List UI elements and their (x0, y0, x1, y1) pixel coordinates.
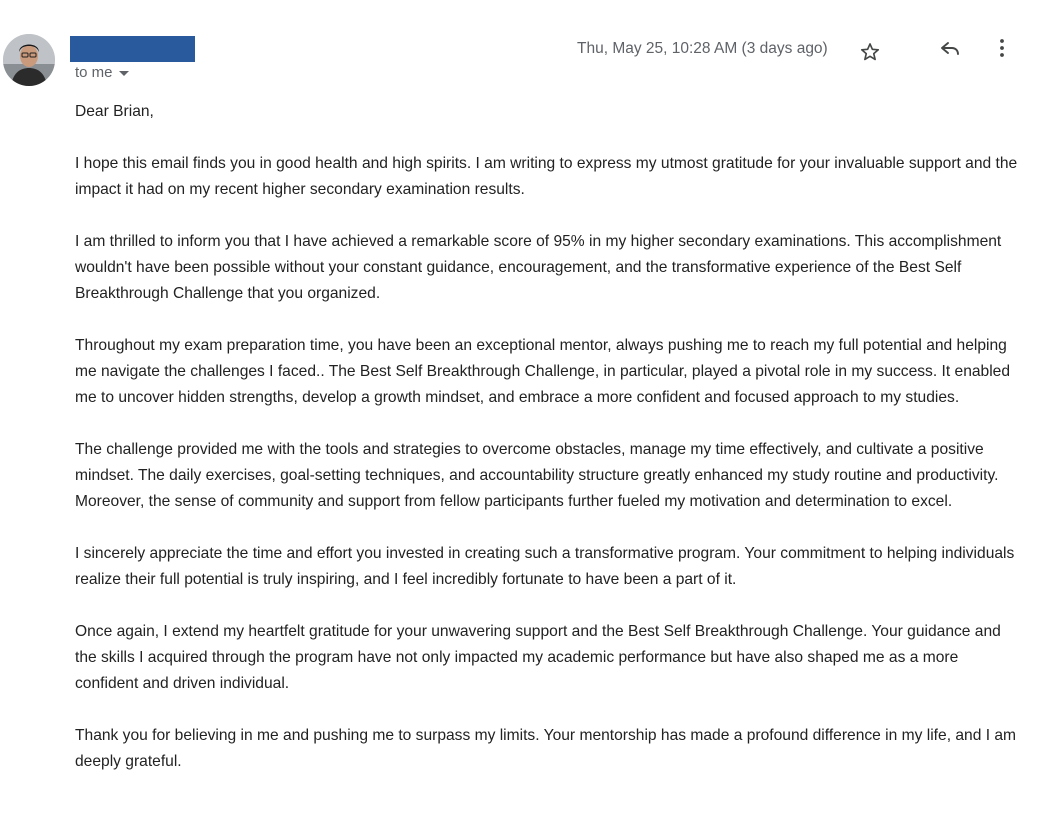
reply-button[interactable] (938, 37, 962, 61)
email-paragraph: Thank you for believing in me and pushing me to surpass my limits. Your mentorship has made a profound difference in my life, and I am deeply grateful. (75, 727, 1017, 770)
email-paragraph: The challenge provided me with the tools and strategies to overcome obstacles, manage my time effectively, and cultivate a positive mindset. The daily exercises, goal-setting techniques, and accountability structure greatly enhanced my study routine and productivity. Moreover, the sense of community and support from fellow participants further fueled my motivation and determination to excel. (75, 441, 999, 510)
email-paragraph: I sincerely appreciate the time and effort you invested in creating such a transformative program. Your commitment to helping individuals realize their full potential is truly inspiring, and I feel incredibly fortunate to have been a part of it. (75, 545, 1015, 588)
more-options-button[interactable] (990, 36, 1014, 60)
star-button[interactable] (858, 40, 882, 64)
sender-avatar[interactable] (3, 34, 55, 86)
recipient-label: to me (75, 64, 113, 81)
email-body (75, 99, 1025, 801)
email-paragraph: Once again, I extend my heartfelt gratitude for your unwavering support and the Best Self Breakthrough Challenge. Your guidance and the skills I acquired through the program have not only impacted my academic performance but have also shaped me as a more confident and driven individual. (75, 623, 1001, 692)
email-paragraph: Throughout my exam preparation time, you have been an exceptional mentor, always pushing me to reach my full potential and helping me navigate the challenges I faced.. The Best Self Breakthrough Challenge, in particular, played a pivotal role in my success. It enabled me to uncover hidden strengths, develop a growth mindset, and embrace a more confident and focused approach to my studies. (75, 337, 1011, 406)
avatar-photo (3, 34, 55, 86)
star-icon (859, 41, 881, 63)
sender-name-redacted[interactable] (70, 36, 195, 62)
email-paragraph: I am thrilled to inform you that I have achieved a remarkable score of 95% in my higher secondary examinations. This accomplishment wouldn't have been possible without your constant guidance, encouragement, and the transformative experience of the Best Self Breakthrough Challenge that you organized. (75, 233, 1002, 302)
more-vertical-icon (990, 36, 1014, 60)
email-greeting: Dear Brian, (75, 103, 154, 120)
chevron-down-icon (119, 71, 129, 76)
email-timestamp: Thu, May 25, 10:28 AM (3 days ago) (577, 40, 828, 57)
recipient-details-toggle[interactable] (75, 64, 129, 81)
reply-icon (938, 37, 962, 61)
email-paragraph: I hope this email finds you in good health and high spirits. I am writing to express my utmost gratitude for your invaluable support and the impact it had on my recent higher secondary examination results. (75, 155, 1018, 198)
